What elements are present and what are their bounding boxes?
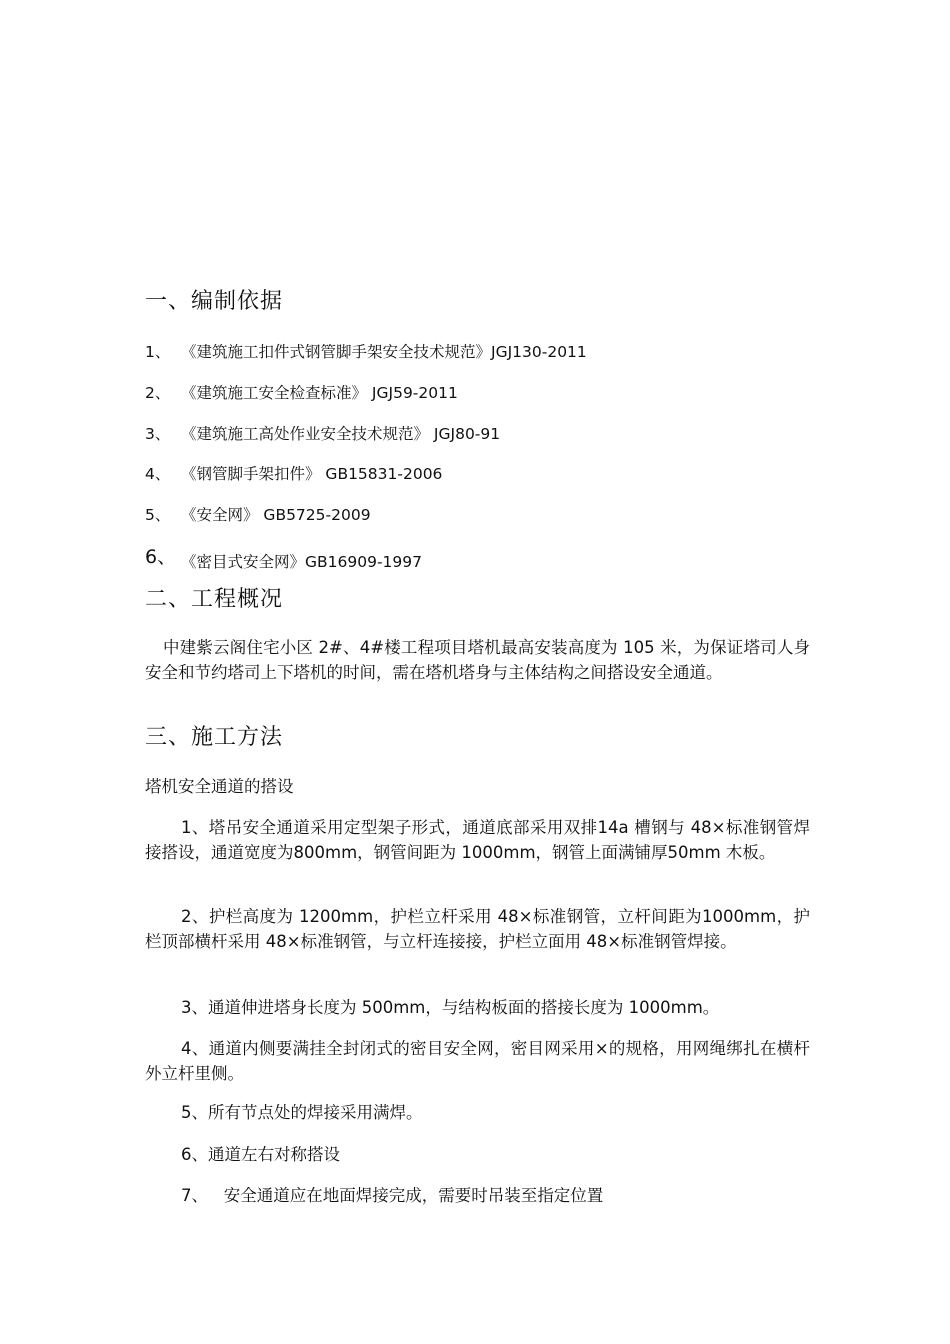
method-item-6: 6、通道左右对称搭设	[181, 1145, 340, 1164]
reference-number: 1、	[145, 343, 171, 361]
reference-number: 5、	[145, 506, 171, 524]
reference-text: 《建筑施工高处作业安全技术规范》 JGJ80-91	[181, 425, 501, 443]
section-heading-overview: 二、工程概况	[145, 587, 284, 612]
reference-text: 《钢管脚手架扣件》 GB15831-2006	[181, 465, 443, 483]
reference-number: 2、	[145, 384, 171, 402]
overview-paragraph: 中建紫云阁住宅小区 2#、4#楼工程项目塔机最高安装高度为 105 米，为保证塔司人身安全和节约塔司上下塔机的时间，需在塔机塔身与主体结构之间搭设安全通道。	[145, 638, 810, 682]
reference-item-1	[145, 341, 587, 363]
reference-item-3	[145, 423, 500, 445]
reference-number: 3、	[145, 425, 171, 443]
method-item-5: 5、所有节点处的焊接采用满焊。	[181, 1103, 423, 1122]
reference-item-6	[145, 546, 422, 573]
method-item-3: 3、通道伸进塔身长度为 500mm，与结构板面的搭接长度为 1000mm。	[181, 998, 720, 1017]
reference-text: 《安全网》 GB5725-2009	[181, 506, 371, 524]
method-subtitle: 塔机安全通道的搭设	[145, 777, 294, 796]
reference-text: 《建筑施工扣件式钢管脚手架安全技术规范》JGJ130-2011	[181, 343, 587, 361]
method-item-2: 2、护栏高度为 1200mm，护栏立杆采用 48×标准钢管，立杆间距为1000mm，护栏顶部横杆采用 48×标准钢管，与立杆连接接，护栏立面用 48×标准钢管焊接。	[145, 907, 810, 951]
reference-text: 《密目式安全网》GB16909-1997	[181, 553, 422, 571]
method-item-4: 4、通道内侧要满挂全封闭式的密目安全网，密目网采用×的规格，用网绳绑扎在横杆外立杆里侧。	[145, 1039, 810, 1083]
reference-item-2	[145, 382, 458, 404]
reference-item-5	[145, 504, 371, 526]
reference-text: 《建筑施工安全检查标准》 JGJ59-2011	[181, 384, 458, 402]
section-heading-basis: 一、编制依据	[145, 289, 284, 314]
section-heading-method: 三、施工方法	[145, 725, 284, 750]
reference-item-4	[145, 463, 442, 485]
reference-number: 4、	[145, 465, 171, 483]
method-item-1: 1、塔吊安全通道采用定型架子形式，通道底部采用双排14a 槽钢与 48×标准钢管焊接搭设，通道宽度为800mm，钢管间距为 1000mm，钢管上面满铺厚50mm 木板。	[145, 818, 810, 862]
reference-number: 6、	[145, 546, 177, 568]
method-item-7: 7、 安全通道应在地面焊接完成，需要时吊装至指定位置	[181, 1186, 604, 1205]
